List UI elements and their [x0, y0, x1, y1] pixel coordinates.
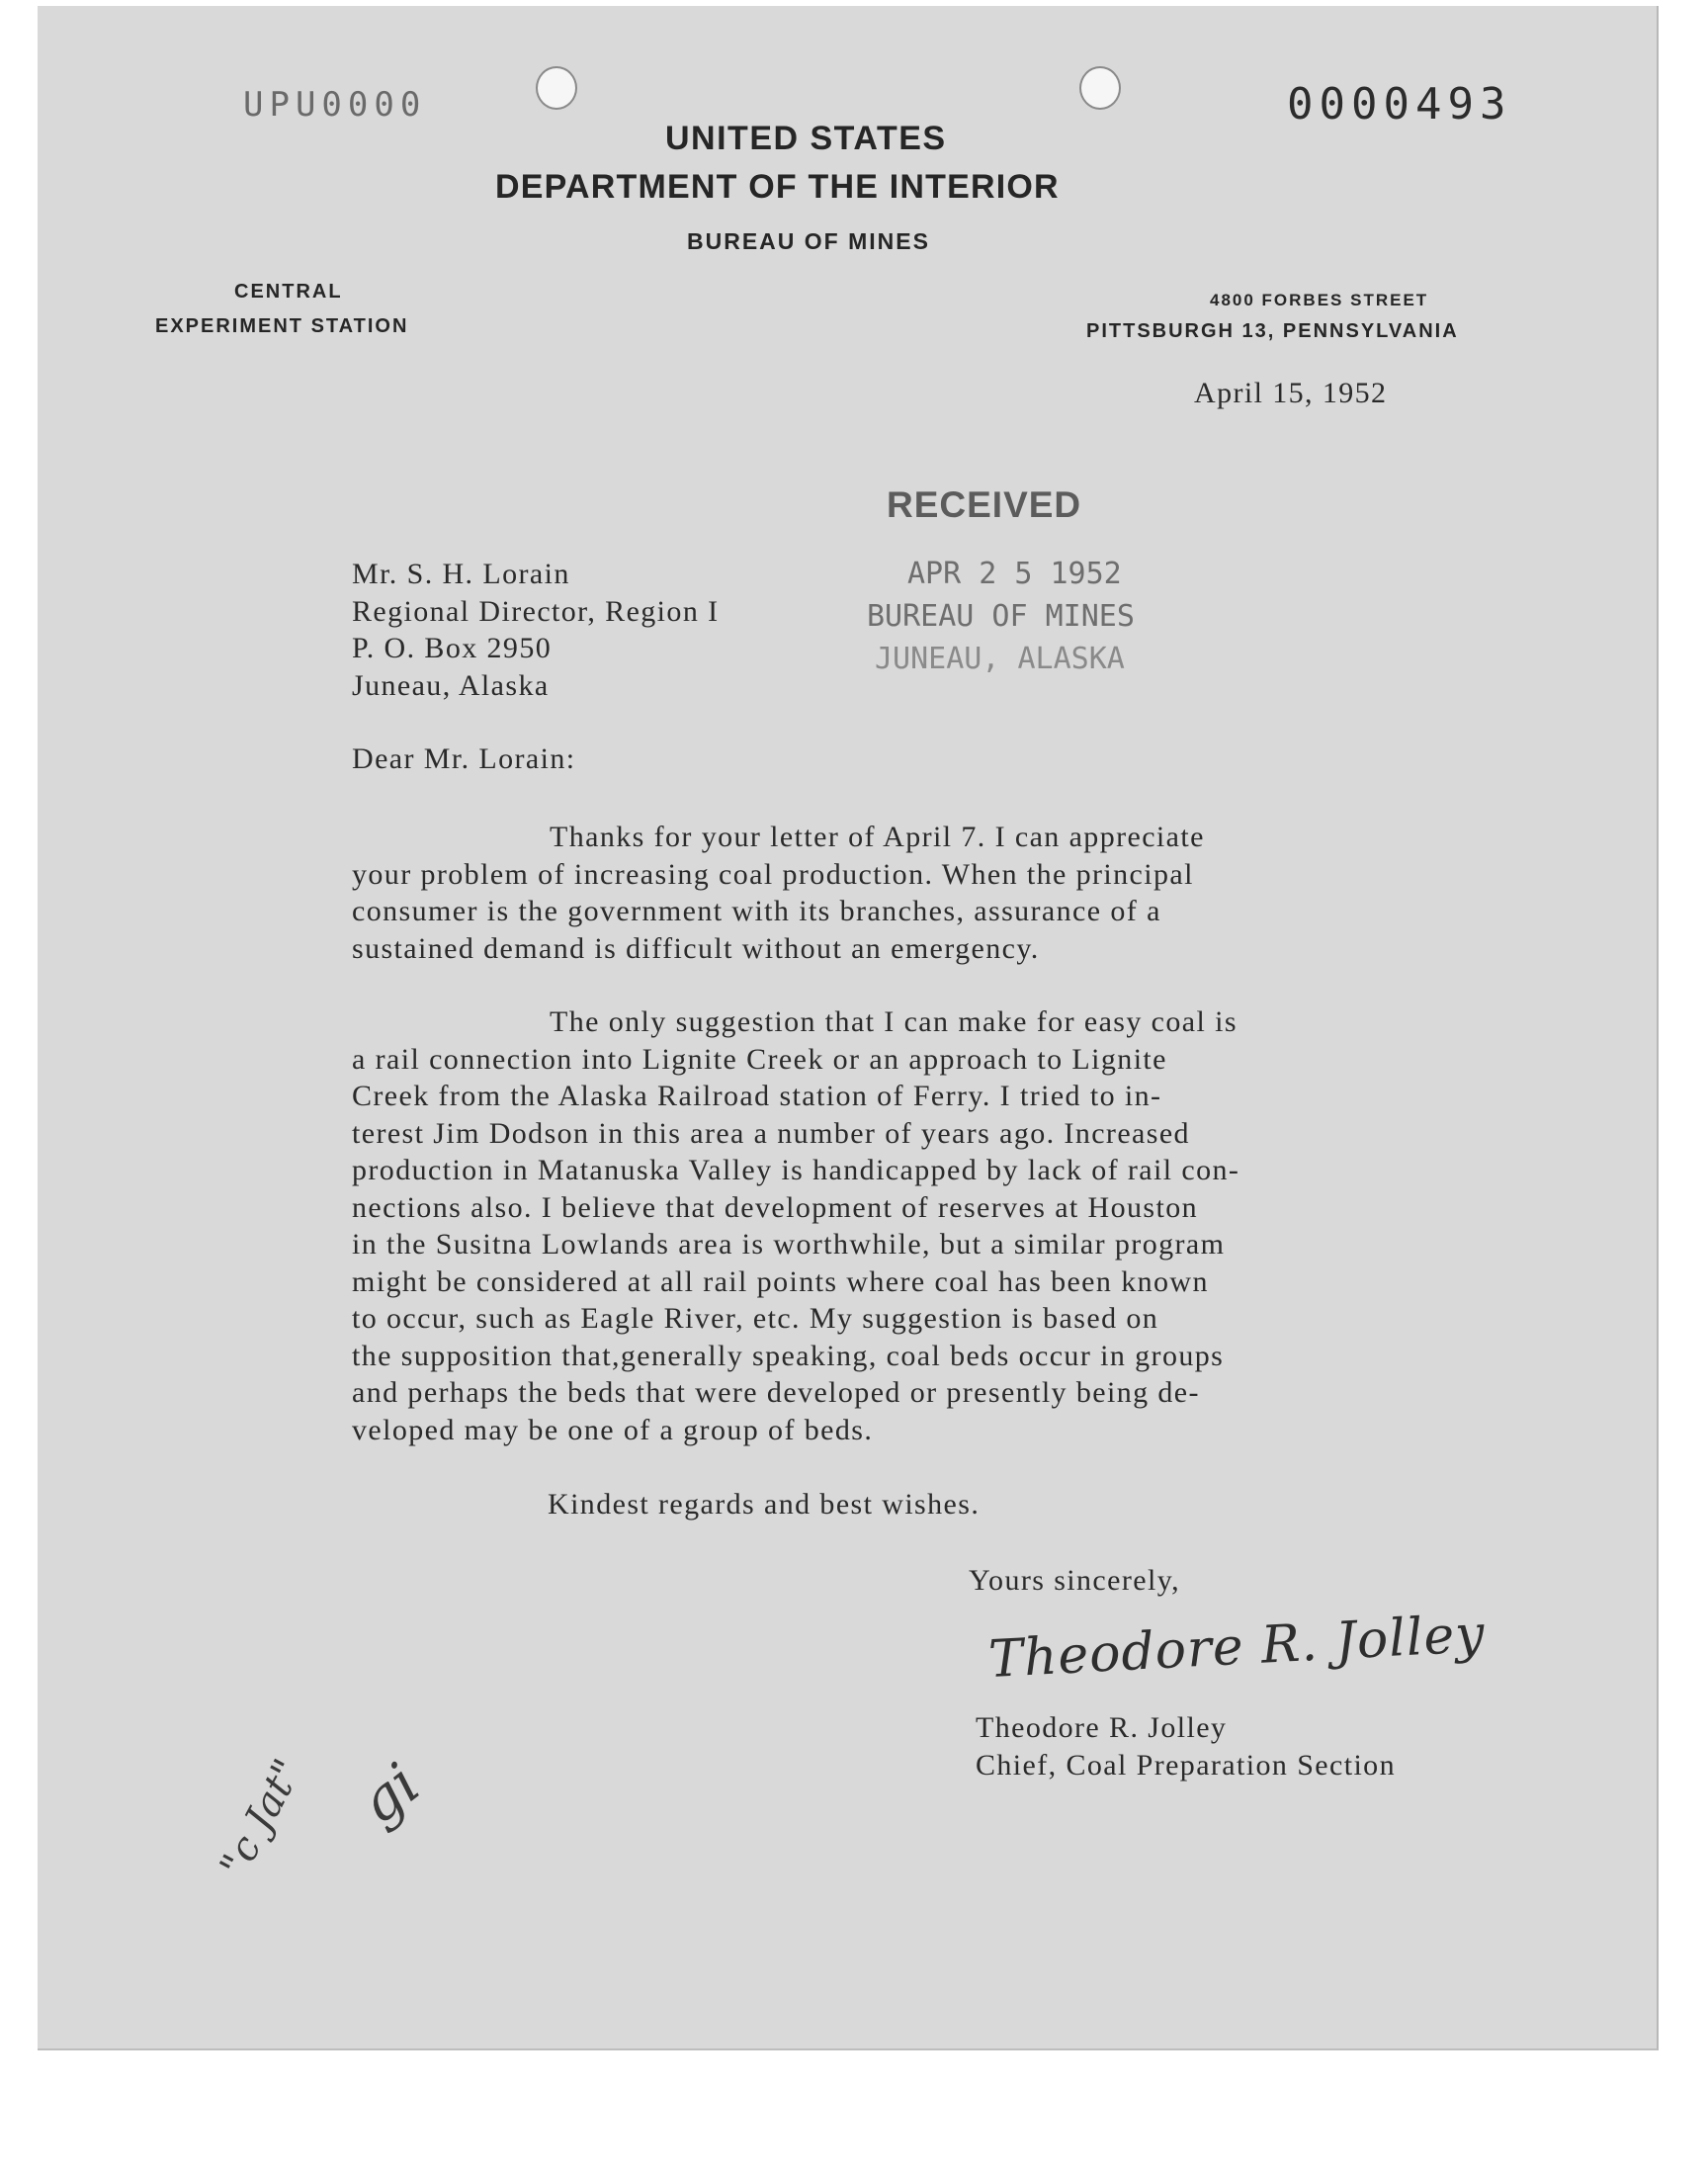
recipient-line: P. O. Box 2950 [352, 632, 553, 664]
received-stamp-office: BUREAU OF MINES [867, 599, 1135, 634]
body-paragraph-1 [352, 819, 1205, 967]
complimentary-close: Yours sincerely, [969, 1564, 1181, 1597]
letterhead-station-line1: CENTRAL [234, 281, 343, 303]
punch-hole-right [1079, 66, 1121, 110]
received-stamp-location: JUNEAU, ALASKA [875, 642, 1125, 676]
text-line: in the Susitna Lowlands area is worthwhile, but a similar program [352, 1228, 1226, 1261]
text-line: to occur, such as Eagle River, etc. My suggestion is based on [352, 1302, 1159, 1335]
letterhead-street: 4800 FORBES STREET [1210, 291, 1429, 309]
letterhead-department: DEPARTMENT OF THE INTERIOR [495, 168, 1060, 206]
text-line: the supposition that,generally speaking, coal beds occur in groups [352, 1339, 1225, 1372]
text-line: your problem of increasing coal production. When the principal [352, 857, 1194, 891]
document-code-stamp: UPU0000 [243, 85, 427, 125]
body-paragraph-2 [352, 1003, 1239, 1448]
received-stamp-date: APR 2 5 1952 [907, 557, 1122, 591]
punch-hole-left [536, 66, 577, 110]
signer-name: Theodore R. Jolley [976, 1711, 1228, 1744]
recipient-line: Regional Director, Region I [352, 594, 720, 628]
text-line: might be considered at all rail points where coal has been known [352, 1264, 1209, 1298]
handwritten-margin-note: "c Jat" [212, 1752, 311, 1885]
letter-date: April 15, 1952 [1194, 377, 1388, 409]
letterhead-country: UNITED STATES [665, 120, 947, 157]
text-line: and perhaps the beds that were developed or presently being de- [352, 1376, 1200, 1409]
text-line: production in Matanuska Valley is handicapped by lack of rail con- [352, 1154, 1240, 1186]
closing-line: Kindest regards and best wishes. [548, 1488, 981, 1521]
page-number-stamp: 0000493 [1287, 79, 1512, 130]
text-line: Creek from the Alaska Railroad station of Ferry. I tried to in- [352, 1080, 1162, 1112]
text-line: The only suggestion that I can make for easy coal is [550, 1005, 1238, 1038]
text-line: Thanks for your letter of April 7. I can appreciate [550, 821, 1205, 853]
recipient-address [352, 556, 720, 704]
recipient-line: Juneau, Alaska [352, 668, 550, 702]
letterhead-station-line2: EXPERIMENT STATION [155, 315, 409, 337]
letterhead-city: PITTSBURGH 13, PENNSYLVANIA [1086, 320, 1459, 342]
letterhead-bureau: BUREAU OF MINES [687, 228, 930, 254]
salutation: Dear Mr. Lorain: [352, 742, 576, 775]
text-line: veloped may be one of a group of beds. [352, 1413, 874, 1446]
handwritten-initials: gi [346, 1750, 432, 1837]
text-line: consumer is the government with its branches, assurance of a [352, 895, 1161, 927]
text-line: a rail connection into Lignite Creek or an approach to Lignite [352, 1042, 1167, 1076]
signer-title: Chief, Coal Preparation Section [976, 1749, 1396, 1782]
text-line: sustained demand is difficult without an emergency. [352, 931, 1040, 965]
handwritten-signature: Theodore R. Jolley [986, 1604, 1488, 1691]
recipient-line: Mr. S. H. Lorain [352, 558, 570, 590]
received-stamp-title: RECEIVED [887, 484, 1082, 525]
text-line: terest Jim Dodson in this area a number of years ago. Increased [352, 1116, 1190, 1150]
text-line: nections also. I believe that development of reserves at Houston [352, 1190, 1199, 1224]
